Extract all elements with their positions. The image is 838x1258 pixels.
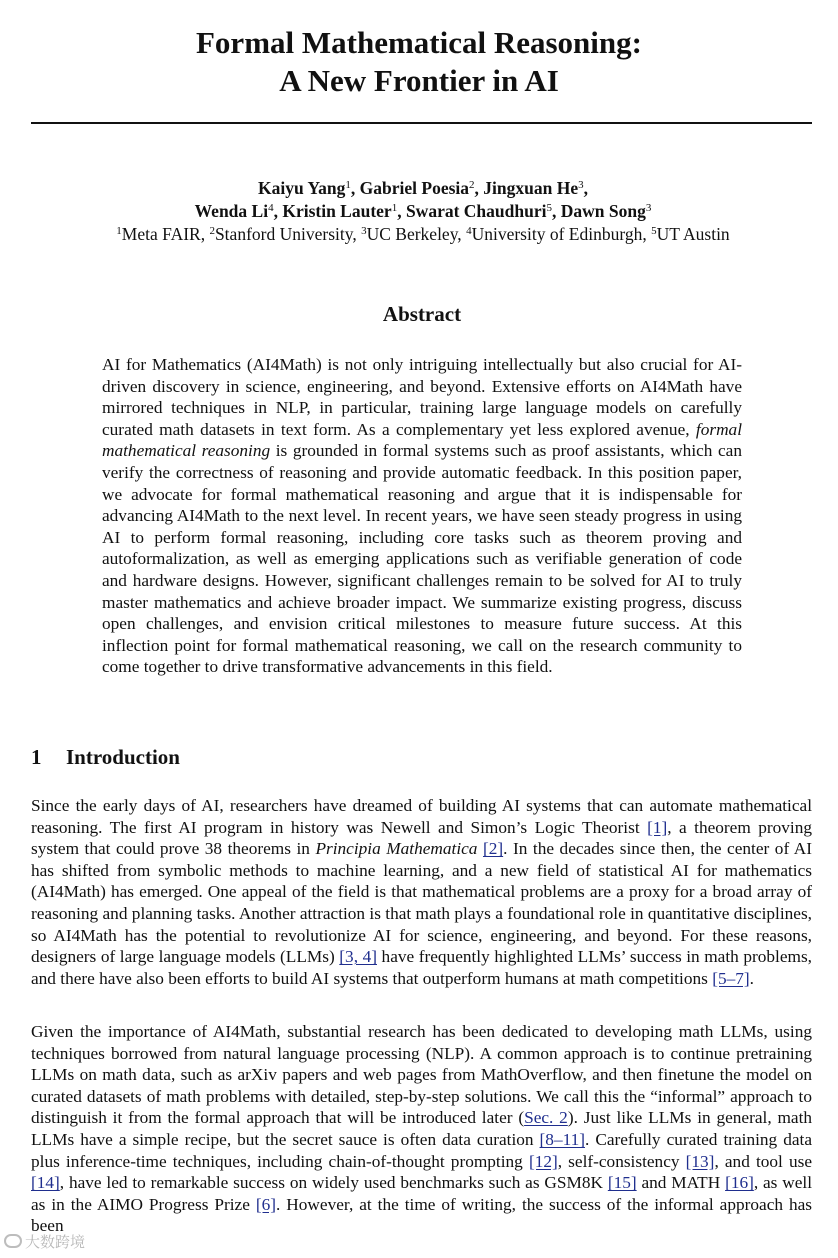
abstract-heading: Abstract: [382, 302, 462, 326]
section-heading-introduction: [31, 743, 431, 771]
title-line-2: A New Frontier in AI: [279, 63, 559, 98]
abstract-text: is grounded in formal systems such as proof assistants, which can verify the correctness of reasoning and provide automatic feedback. In this position paper, we advocate for formal mathematical reasoning and argue that it is indispensable for advancing AI4Math to the next level. In recent years, we have seen steady progress in using AI to perform formal reasoning, including core tasks such as theorem proving and autoformalization, as well as emerging applications such as verifiable generation of code and hardware designs. However, significant challenges remain to be solved for AI to truly master mathematics and achieve broader impact. We summarize existing progress, discuss open challenges, and envision critical milestones to measure future success. At this inflection point for formal mathematical reasoning, we call on the research community to come together to drive transformative advancements in this field.: [102, 441, 742, 677]
intro-paragraph-1: [31, 795, 812, 989]
affiliation-marker: 2: [209, 225, 215, 237]
citation-link[interactable]: [14]: [31, 1173, 60, 1193]
affiliation-line: [0, 223, 838, 246]
body-text: . In the decades since then, the center of AI has shifted from symbolic methods to machine learning, and a new field of statistical AI for mathematics (AI4Math) has emerged. One appeal of the field is that mathematical problems are a proxy for a broad array of reasoning and planning tasks. Another attraction is that math plays a foundational role in quantitative disciplines, so AI4Math has the potential to revolutionize AI for science, engineering, and beyond. For these reasons, designers of large language models (LLMs): [31, 839, 813, 967]
author-line-2: [0, 200, 838, 223]
paper-title: [0, 24, 838, 100]
affiliation: Stanford University,: [214, 224, 362, 244]
citation-link[interactable]: [8–11]: [539, 1129, 585, 1149]
section-link[interactable]: Sec. 2: [524, 1108, 568, 1128]
citation-link[interactable]: [5–7]: [712, 968, 750, 988]
body-text: and MATH: [636, 1173, 726, 1193]
affiliation-marker: 5: [651, 225, 657, 237]
body-text: , self-consistency: [557, 1151, 686, 1171]
body-text: ). Just like LLMs in general, math LLMs have a simple recipe, but the secret sauce is often data curation: [31, 1108, 813, 1149]
book-title: Principia Mathematica: [315, 839, 478, 859]
author-name: , Kristin Lauter: [273, 201, 392, 221]
body-text: . However, at the time of writing, the success of the informal approach has been: [31, 1194, 813, 1236]
citation-link[interactable]: [3, 4]: [339, 947, 377, 967]
author-name: , Swarat Chaudhuri: [397, 201, 547, 221]
body-text: , a theorem proving system that could prove 38 theorems in: [31, 817, 812, 859]
author-name: Wenda Li: [194, 201, 269, 221]
author-name: , Gabriel Poesia: [350, 178, 470, 198]
watermark: [4, 1230, 124, 1252]
author-name: , Dawn Song: [551, 201, 646, 221]
affiliation: UT Austin: [656, 224, 730, 244]
body-text: , have led to remarkable success on widely used benchmarks such as GSM8K: [59, 1173, 608, 1193]
author-name: , Jingxuan He: [474, 178, 579, 198]
watermark-logo-icon: [4, 1234, 22, 1248]
body-text: , and tool use: [714, 1151, 813, 1171]
citation-link[interactable]: [16]: [725, 1173, 754, 1193]
affiliation: University of Edinburgh,: [471, 224, 652, 244]
affiliation-marker: 1: [116, 225, 122, 237]
affiliation-marker: 4: [268, 202, 274, 214]
affiliation-marker: 2: [469, 179, 475, 191]
intro-paragraph-2: [31, 1021, 812, 1237]
abstract-emphasis: formal mathematical reasoning: [102, 419, 742, 461]
affiliation: UC Berkeley,: [366, 224, 467, 244]
citation-link[interactable]: [2]: [482, 839, 504, 859]
body-text: Given the importance of AI4Math, substantial research has been dedicated to developing math LLMs, using techniques borrowed from natural language processing (NLP). A common approach is to continue pretraining LLMs on math data, such as arXiv papers and web pages from MathOverflow, and then finetune the model on curated datasets of math problems with detailed, step-by-step solutions. We call this the “informal” approach to distinguish it from the formal approach that will be introduced later (: [31, 1022, 812, 1128]
author-block: [0, 177, 838, 246]
affiliation-marker: 1: [391, 202, 398, 214]
section-number: 1: [31, 745, 42, 769]
body-text: .: [749, 968, 754, 988]
affiliation-marker: 4: [466, 225, 472, 237]
title-line-1: Formal Mathematical Reasoning:: [196, 25, 642, 60]
body-text: Since the early days of AI, researchers have dreamed of building AI systems that can automate mathematical reasoning. The first AI program in history was Newell and Simon’s Logic Theorist: [31, 796, 812, 837]
abstract-text: AI for Mathematics (AI4Math) is not only intriguing intellectually but also crucial for AI-driven discovery in science, engineering, and beyond. Extensive efforts on AI4Math have mirrored techniques in NLP, in particular, training large language models on carefully curated math datasets in text form. As a complementary yet less explored avenue,: [102, 355, 742, 439]
body-text: . Carefully curated training data plus inference-time techniques, including chain-of-thought prompting: [31, 1129, 812, 1171]
affiliation: Meta FAIR,: [121, 224, 210, 244]
affiliation-marker: 5: [546, 202, 552, 214]
citation-link[interactable]: [13]: [685, 1151, 715, 1171]
citation-link[interactable]: [6]: [255, 1194, 277, 1214]
body-text: have frequently highlighted LLMs’ success in math problems, and there have also been efforts to build AI systems that outperform humans at math competitions: [31, 947, 812, 988]
abstract-body: [102, 354, 742, 678]
watermark-text: 大数跨境: [25, 1232, 86, 1251]
body-text: , as well as in the AIMO Progress Prize: [31, 1173, 812, 1214]
author-separator: ,: [583, 178, 588, 198]
author-line-1: [0, 177, 838, 200]
affiliation-marker: 1: [345, 179, 351, 191]
author-name: Kaiyu Yang: [258, 178, 346, 198]
citation-link[interactable]: [15]: [607, 1173, 637, 1193]
citation-link[interactable]: [12]: [528, 1151, 558, 1171]
title-rule: [31, 122, 812, 124]
section-title: Introduction: [66, 745, 180, 769]
affiliation-marker: 3: [578, 179, 584, 191]
affiliation-marker: 3: [645, 202, 652, 214]
affiliation-marker: 3: [361, 225, 367, 237]
citation-link[interactable]: [1]: [647, 817, 668, 837]
